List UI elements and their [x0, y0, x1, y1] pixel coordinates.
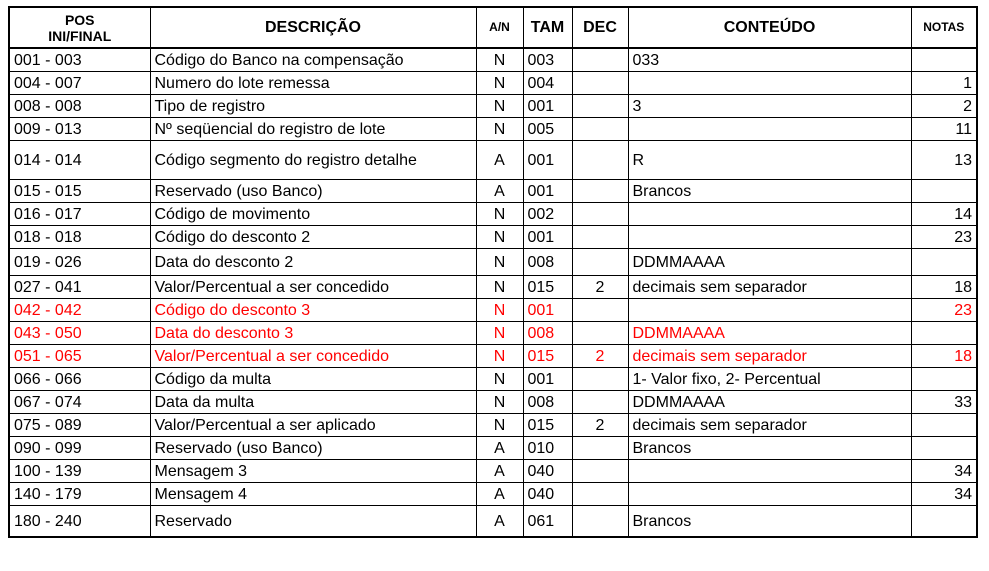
cell-pos: 051 - 065: [9, 345, 150, 368]
cell-an: N: [476, 345, 523, 368]
cell-an: N: [476, 414, 523, 437]
cell-desc: Código da multa: [150, 368, 476, 391]
cell-dec: 2: [572, 414, 628, 437]
cell-notas: [911, 506, 977, 538]
cell-conteudo: DDMMAAAA: [628, 322, 911, 345]
cell-desc: Código do desconto 2: [150, 226, 476, 249]
cell-tam: 001: [523, 299, 572, 322]
cell-pos: 015 - 015: [9, 180, 150, 203]
cell-tam: 040: [523, 483, 572, 506]
cell-an: A: [476, 437, 523, 460]
cell-pos: 042 - 042: [9, 299, 150, 322]
cell-conteudo: [628, 203, 911, 226]
cell-tam: 001: [523, 141, 572, 180]
cell-notas: 34: [911, 460, 977, 483]
cell-tam: 010: [523, 437, 572, 460]
table-row: [9, 95, 977, 118]
cell-tam: 008: [523, 391, 572, 414]
cell-desc: Data do desconto 2: [150, 249, 476, 276]
cell-notas: [911, 322, 977, 345]
cell-an: N: [476, 118, 523, 141]
cell-notas: 18: [911, 345, 977, 368]
cell-notas: 34: [911, 483, 977, 506]
cell-an: N: [476, 299, 523, 322]
cell-conteudo: Brancos: [628, 437, 911, 460]
cell-dec: [572, 249, 628, 276]
cell-tam: 015: [523, 276, 572, 299]
header-row: [9, 7, 977, 48]
cell-desc: Numero do lote remessa: [150, 72, 476, 95]
cell-notas: [911, 180, 977, 203]
cell-tam: 061: [523, 506, 572, 538]
cell-conteudo: [628, 72, 911, 95]
cell-conteudo: Brancos: [628, 506, 911, 538]
cell-an: N: [476, 48, 523, 72]
cell-dec: 2: [572, 276, 628, 299]
cell-dec: [572, 368, 628, 391]
table-row: [9, 180, 977, 203]
cell-desc: Data da multa: [150, 391, 476, 414]
cell-notas: 1: [911, 72, 977, 95]
header-an: A/N: [476, 7, 523, 48]
cell-notas: [911, 368, 977, 391]
cell-desc: Mensagem 3: [150, 460, 476, 483]
cell-an: A: [476, 506, 523, 538]
table-row: [9, 141, 977, 180]
cell-an: A: [476, 483, 523, 506]
cell-notas: 11: [911, 118, 977, 141]
cell-dec: [572, 180, 628, 203]
table-row: [9, 414, 977, 437]
cell-desc: Valor/Percentual a ser concedido: [150, 345, 476, 368]
cell-tam: 004: [523, 72, 572, 95]
cell-dec: [572, 118, 628, 141]
cell-pos: 075 - 089: [9, 414, 150, 437]
cell-desc: Data do desconto 3: [150, 322, 476, 345]
cell-dec: [572, 483, 628, 506]
cell-conteudo: Brancos: [628, 180, 911, 203]
cell-conteudo: 033: [628, 48, 911, 72]
table-row: [9, 249, 977, 276]
cell-pos: 180 - 240: [9, 506, 150, 538]
cell-conteudo: decimais sem separador: [628, 345, 911, 368]
cell-tam: 008: [523, 249, 572, 276]
cell-pos: 140 - 179: [9, 483, 150, 506]
cell-pos: 001 - 003: [9, 48, 150, 72]
cell-conteudo: DDMMAAAA: [628, 391, 911, 414]
cell-tam: 040: [523, 460, 572, 483]
cell-conteudo: [628, 299, 911, 322]
cell-tam: 015: [523, 414, 572, 437]
table-row: [9, 48, 977, 72]
cell-conteudo: [628, 483, 911, 506]
cell-an: N: [476, 391, 523, 414]
cell-pos: 018 - 018: [9, 226, 150, 249]
cell-conteudo: [628, 226, 911, 249]
table-row: [9, 437, 977, 460]
header-pos-line1: POS: [64, 11, 95, 28]
cell-an: N: [476, 203, 523, 226]
cell-tam: 005: [523, 118, 572, 141]
cell-notas: [911, 249, 977, 276]
cell-conteudo: [628, 460, 911, 483]
cell-pos: 100 - 139: [9, 460, 150, 483]
cell-an: A: [476, 141, 523, 180]
cell-pos: 008 - 008: [9, 95, 150, 118]
table-row: [9, 203, 977, 226]
cell-pos: 009 - 013: [9, 118, 150, 141]
cell-pos: 014 - 014: [9, 141, 150, 180]
cell-desc: Nº seqüencial do registro de lote: [150, 118, 476, 141]
cell-an: N: [476, 368, 523, 391]
table-row: [9, 506, 977, 538]
cell-conteudo: 3: [628, 95, 911, 118]
record-layout-table: [8, 6, 978, 538]
cell-dec: [572, 437, 628, 460]
cell-dec: [572, 203, 628, 226]
cell-desc: Valor/Percentual a ser concedido: [150, 276, 476, 299]
cell-tam: 015: [523, 345, 572, 368]
header-conteudo: CONTEÚDO: [628, 7, 911, 48]
cell-conteudo: R: [628, 141, 911, 180]
cell-dec: [572, 460, 628, 483]
cell-notas: [911, 437, 977, 460]
cell-dec: [572, 141, 628, 180]
cell-dec: [572, 72, 628, 95]
cell-an: N: [476, 322, 523, 345]
cell-tam: 001: [523, 368, 572, 391]
table-row: [9, 118, 977, 141]
cell-dec: [572, 322, 628, 345]
cell-notas: [911, 414, 977, 437]
cell-desc: Mensagem 4: [150, 483, 476, 506]
header-tam: TAM: [523, 7, 572, 48]
header-descricao: DESCRIÇÃO: [150, 7, 476, 48]
cell-desc: Código de movimento: [150, 203, 476, 226]
cell-tam: 001: [523, 226, 572, 249]
header-notas: NOTAS: [911, 7, 977, 48]
table-row: [9, 226, 977, 249]
cell-conteudo: decimais sem separador: [628, 414, 911, 437]
cell-notas: 13: [911, 141, 977, 180]
cell-desc: Valor/Percentual a ser aplicado: [150, 414, 476, 437]
cell-tam: 001: [523, 95, 572, 118]
cell-tam: 002: [523, 203, 572, 226]
cell-pos: 043 - 050: [9, 322, 150, 345]
cell-pos: 019 - 026: [9, 249, 150, 276]
table-row: [9, 460, 977, 483]
cell-conteudo: decimais sem separador: [628, 276, 911, 299]
cell-pos: 027 - 041: [9, 276, 150, 299]
cell-an: N: [476, 226, 523, 249]
cell-notas: 23: [911, 226, 977, 249]
cell-conteudo: 1- Valor fixo, 2- Percentual: [628, 368, 911, 391]
cell-desc: Reservado (uso Banco): [150, 437, 476, 460]
cell-pos: 004 - 007: [9, 72, 150, 95]
cell-dec: [572, 95, 628, 118]
cell-notas: 18: [911, 276, 977, 299]
table-row: [9, 368, 977, 391]
header-pos: [9, 7, 150, 48]
cell-an: A: [476, 460, 523, 483]
table-row: [9, 483, 977, 506]
cell-notas: 2: [911, 95, 977, 118]
cell-desc: Tipo de registro: [150, 95, 476, 118]
cell-conteudo: DDMMAAAA: [628, 249, 911, 276]
cell-desc: Código segmento do registro detalhe: [150, 141, 476, 180]
header-pos-line2: INI/FINAL: [48, 27, 112, 44]
cell-dec: 2: [572, 345, 628, 368]
table-row: [9, 72, 977, 95]
cell-dec: [572, 299, 628, 322]
cell-an: N: [476, 276, 523, 299]
cell-conteudo: [628, 118, 911, 141]
cell-an: N: [476, 95, 523, 118]
cell-desc: Reservado: [150, 506, 476, 538]
cell-notas: [911, 48, 977, 72]
cell-dec: [572, 506, 628, 538]
header-dec: DEC: [572, 7, 628, 48]
cell-desc: Código do desconto 3: [150, 299, 476, 322]
cell-pos: 016 - 017: [9, 203, 150, 226]
cell-an: N: [476, 72, 523, 95]
cell-tam: 001: [523, 180, 572, 203]
cell-pos: 090 - 099: [9, 437, 150, 460]
table-row: [9, 391, 977, 414]
table-row-highlighted: [9, 322, 977, 345]
cell-dec: [572, 48, 628, 72]
table-row-highlighted: [9, 299, 977, 322]
cell-dec: [572, 391, 628, 414]
cell-notas: 33: [911, 391, 977, 414]
cell-dec: [572, 226, 628, 249]
cell-tam: 008: [523, 322, 572, 345]
cell-desc: Código do Banco na compensação: [150, 48, 476, 72]
table-row-highlighted: [9, 345, 977, 368]
cell-desc: Reservado (uso Banco): [150, 180, 476, 203]
table-row: [9, 276, 977, 299]
cell-pos: 066 - 066: [9, 368, 150, 391]
cell-notas: 14: [911, 203, 977, 226]
cell-notas: 23: [911, 299, 977, 322]
cell-pos: 067 - 074: [9, 391, 150, 414]
cell-an: N: [476, 249, 523, 276]
cell-an: A: [476, 180, 523, 203]
cell-tam: 003: [523, 48, 572, 72]
